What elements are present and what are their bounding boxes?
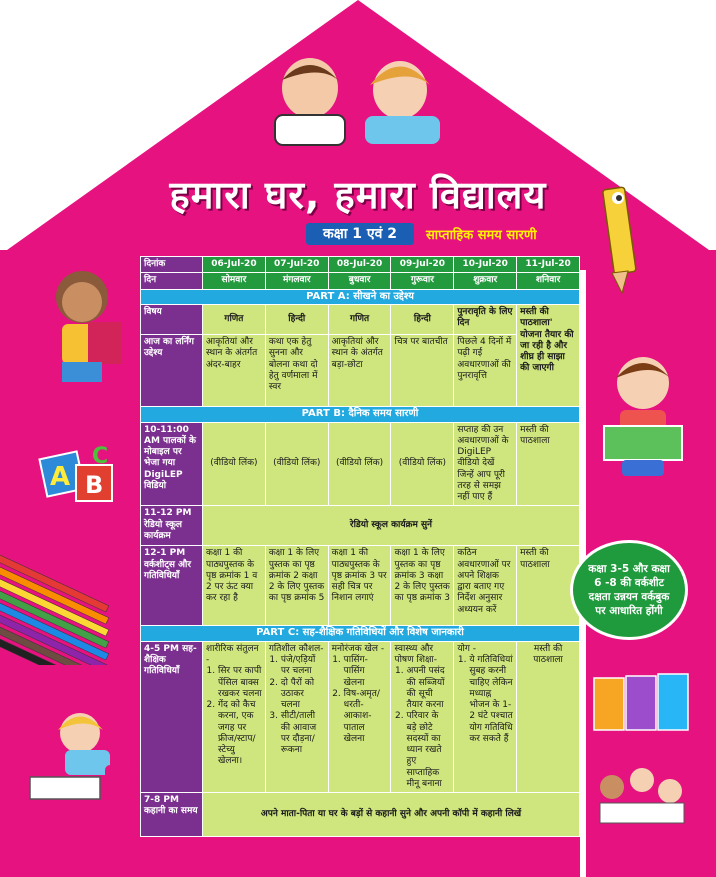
objective-cell: चित्र पर बातचीत <box>391 335 454 407</box>
timetable <box>140 256 580 837</box>
day-cell: मंगलवार <box>265 273 328 289</box>
girl-writing-illustration <box>25 705 140 805</box>
activity-list <box>457 655 513 745</box>
worksheet-cell: कक्षा 1 की पाठ्यपुस्तक के पृष्ठ क्रमांक 1 व 2 पर ऊंट क्या कर रहा है <box>203 546 266 626</box>
activity-slot-label: 4-5 PM सह-शैक्षिक गतिविधियाँ <box>141 641 203 792</box>
part-b-title: PART B: दैनिक समय सारणी <box>141 407 580 423</box>
workbook-note-badge: कक्षा 3-5 और कक्षा 6 -8 की वर्कशीट दक्षता उन्नयन वर्कबुक पर आधारित होंगी <box>570 540 688 640</box>
part-a-header-row <box>141 289 580 305</box>
date-cell: 11-Jul-20 <box>517 257 580 273</box>
class-badge: कक्षा 1 एवं 2 <box>306 223 414 245</box>
colored-pencils-illustration <box>0 545 125 665</box>
story-time-cell: अपने माता-पिता या घर के बड़ों से कहानी सुने और अपनी कॉपी में कहानी लिखें <box>203 793 580 837</box>
activity-item: 3. सीटी/ताली की आवाज पर दौड़ना/ रूकना <box>281 711 325 756</box>
part-a-title: PART A: सीखने का उद्देश्य <box>141 289 580 305</box>
worksheet-cell: कक्षा 1 के लिए पुस्तक का पृष्ठ क्रमांक 3 कक्षा 2 के लिए पुस्तक का पृष्ठ क्रमांक 3 <box>391 546 454 626</box>
video-link-cell: (वीडियो लिंक) <box>265 422 328 506</box>
day-cell: सोमवार <box>203 273 266 289</box>
day-cell: बुधवार <box>328 273 391 289</box>
activity-item: 2. विष-अमृत/ धरती-आकाश-पाताल खेलना <box>344 689 388 745</box>
objective-cell: आकृतियां और स्थान के अंतर्गत अंदर-बाहर <box>203 335 266 407</box>
radio-slot-label: 11-12 PM रेडियो स्कूल कार्यक्रम <box>141 506 203 546</box>
subject-label: विषय <box>141 305 203 335</box>
objective-row <box>141 335 580 407</box>
day-label: दिन <box>141 273 203 289</box>
poster-title: हमारा घर, हमारा विद्यालय <box>169 173 547 217</box>
date-cell: 10-Jul-20 <box>454 257 517 273</box>
date-cell: 09-Jul-20 <box>391 257 454 273</box>
subject-cell: हिन्दी <box>265 305 328 335</box>
worksheet-row <box>141 546 580 626</box>
activity-item: 2. परिवार के बड़े छोटे सदस्यों का ध्यान रखते हुए साप्ताहिक मीनू बनाना <box>406 711 450 790</box>
date-cell: 06-Jul-20 <box>203 257 266 273</box>
activity-cell <box>203 641 266 792</box>
activity-list <box>206 666 262 767</box>
subject-cell: गणित <box>203 305 266 335</box>
worksheet-cell: मस्ती की पाठशाला <box>517 546 580 626</box>
video-link-cell: (वीडियो लिंक) <box>328 422 391 506</box>
activity-head: योग - <box>457 643 477 654</box>
day-cell: शनिवार <box>517 273 580 289</box>
video-review-cell: सप्ताह की उन अवधारणाओं के DigiLEP वीडियो देखें जिन्हें आप पूरी तरह से समझ नहीं पाए हैं <box>454 422 517 506</box>
activity-item: 2. दो पैरों को उठाकर चलना <box>281 678 325 712</box>
video-link-cell: (वीडियो लिंक) <box>203 422 266 506</box>
activity-row <box>141 641 580 792</box>
worksheet-cell: कक्षा 1 की पाठ्यपुस्तक के पृष्ठ क्रमांक 3 पर सही चित्र पर निशान लगाएं <box>328 546 391 626</box>
day-cell: गुरूवार <box>391 273 454 289</box>
day-row <box>141 273 580 289</box>
objective-label: आज का लर्निंग उद्देश्य <box>141 335 203 407</box>
subject-cell: गणित <box>328 305 391 335</box>
activity-cell <box>391 641 454 792</box>
part-c-header-row <box>141 626 580 642</box>
activity-cell <box>328 641 391 792</box>
activity-head: स्वास्थ्य और पोषण शिक्षा- <box>394 643 437 665</box>
activity-cell <box>454 641 517 792</box>
radio-program-cell: रेडियो स्कूल कार्यक्रम सुनें <box>203 506 580 546</box>
date-row <box>141 257 580 273</box>
svg-text:B: B <box>85 471 104 499</box>
objective-cell: आकृतियां और स्थान के अंतर्गत बड़ा-छोटा <box>328 335 391 407</box>
date-cell: 08-Jul-20 <box>328 257 391 273</box>
activity-list <box>394 666 450 790</box>
abc-blocks-illustration <box>38 435 123 515</box>
video-slot-label: 10-11:00 AM पालकों के मोबाइल पर भेजा गया DigiLEP विडियो <box>141 422 203 506</box>
activity-head: शारीरिक संतुलन - <box>206 643 259 665</box>
subject-row <box>141 305 580 335</box>
day-cell: शुक्रवार <box>454 273 517 289</box>
activity-list <box>269 655 325 756</box>
activity-item: 1. पंजे/एड़ियों पर चलना <box>281 655 325 678</box>
boy-reading-illustration <box>598 348 688 483</box>
kids-studying-illustration <box>592 765 692 835</box>
girl-reading-illustration <box>40 262 130 412</box>
subject-cell: हिन्दी <box>391 305 454 335</box>
fun-school-notice: मस्ती की पाठशाला' योजना तैयार की जा रही है और शीघ्र ही साझा की जाएगी <box>517 305 580 407</box>
activity-item: 1. अपनी पसंद की सब्जियों की सूची तैयार करना <box>406 666 450 711</box>
part-c-title: PART C: सह-शैक्षिक गतिविधियों और विशेष जानकारी <box>141 626 580 642</box>
activity-head: गतिशील कौशल- <box>268 643 324 654</box>
subject-cell: पुनरावृति के लिए दिन <box>454 305 517 335</box>
activity-item: 2. गेंद को कैच करना, एक जगह पर फ्रीज/स्टाप/ स्टेच्यु खेलना। <box>218 700 262 768</box>
activity-item: मस्ती की पाठशाला <box>533 643 563 665</box>
svg-text:C: C <box>92 444 109 469</box>
story-row <box>141 793 580 837</box>
video-row <box>141 422 580 506</box>
worksheet-cell: कक्षा 1 के लिए पुस्तक का पृष्ठ क्रमांक 2 कक्षा 2 के लिए पुस्तक का पृष्ठ क्रमांक 5 <box>265 546 328 626</box>
story-slot-label: 7-8 PM कहानी का समय <box>141 793 203 837</box>
video-fun-cell: मस्ती की पाठशाला <box>517 422 580 506</box>
objective-cell: पिछले 4 दिनों में पढ़ी गई अवधारणाओं की पुनरावृत्ति <box>454 335 517 407</box>
children-drawing-illustration <box>250 50 460 150</box>
video-link-cell: (वीडियो लिंक) <box>391 422 454 506</box>
activity-cell <box>265 641 328 792</box>
activity-item: 1. सिर पर कापी पेंसिल बाक्स रखकर चलना <box>218 666 262 700</box>
part-b-header-row <box>141 407 580 423</box>
date-cell: 07-Jul-20 <box>265 257 328 273</box>
activity-head: मनोरंजक खेल - <box>331 643 385 654</box>
activity-list <box>332 655 388 745</box>
activity-item: 1. पासिंग-पासिंग खेलना <box>344 655 388 689</box>
activity-item: 1. ये गतिविधियां सुबह करनी चाहिए लेकिन मध्याह्न भोजन के 1-2 घंटे पश्चात योग गतिविधि कर सकते हैं <box>469 655 513 745</box>
date-label: दिनांक <box>141 257 203 273</box>
activity-cell <box>517 641 580 792</box>
worksheet-cell: कठिन अवधारणाओं पर अपने शिक्षक द्वारा बताए गए निर्देश अनुसार अध्ययन करें <box>454 546 517 626</box>
radio-row <box>141 506 580 546</box>
weekly-schedule-subtitle: साप्ताहिक समय सारणी <box>426 228 537 243</box>
workbooks-illustration <box>592 670 692 735</box>
svg-text:A: A <box>50 462 71 492</box>
worksheet-slot-label: 12-1 PM वर्कशीट्स और गतिविधियाँ <box>141 546 203 626</box>
objective-cell: कथा एक हेतु सुनना और बोलना कथा दो हेतु वर्णमाला में स्वर <box>265 335 328 407</box>
